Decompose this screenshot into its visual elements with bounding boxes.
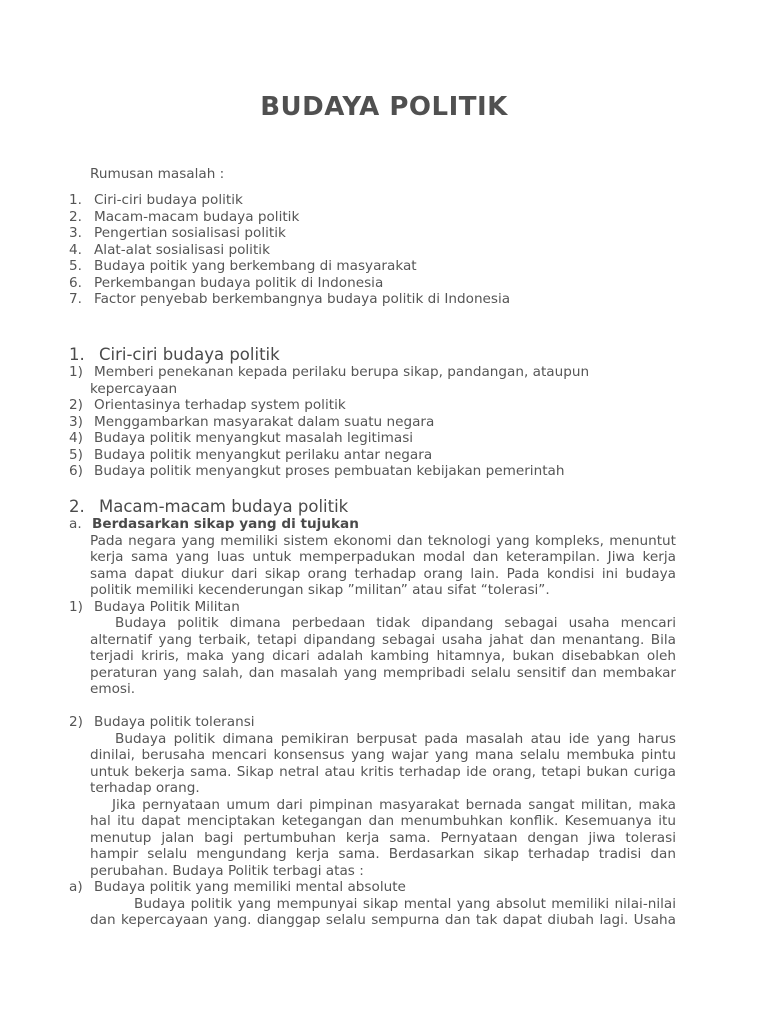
list-item-number: 3.: [69, 225, 82, 241]
item-2-title: Budaya politik toleransi: [94, 714, 255, 730]
paragraph-line: dinilai, berusaha mencari konsensus yang wajar yang mana selalu membuka pintu: [90, 747, 676, 763]
document-title: BUDAYA POLITIK: [260, 92, 508, 122]
paragraph-line: perubahan. Budaya Politik terbagi atas :: [90, 862, 364, 879]
item-1-number: 1): [69, 598, 83, 615]
list-item-number: 7.: [69, 291, 82, 307]
list-item: Ciri-ciri budaya politik: [94, 192, 243, 208]
list-item: Memberi penekanan kepada perilaku berupa sikap, pandangan, ataupun: [94, 364, 590, 380]
paragraph-line: sama dapat diukur dari sikap orang terhadap orang lain. Pada kondisi ini budaya: [90, 565, 676, 582]
list-item-number: 4.: [69, 241, 82, 258]
paragraph-line: Budaya politik yang mempunyai sikap mental yang absolut memiliki nilai-nilai: [134, 895, 676, 912]
paragraph-line: terjadi kriris, maka yang dicari adalah kambing hitamnya, bukan disebabkan oleh: [90, 648, 676, 664]
section-2-number: 2.: [69, 497, 85, 516]
paragraph-line: dan kepercayaan yang. dianggap selalu sempurna dan tak dapat diubah lagi. Usaha: [90, 912, 676, 928]
paragraph-line: politik memiliki kecenderungan sikap ”militan” atau sifat “tolerasi”.: [90, 582, 550, 598]
section-1-number: 1.: [69, 345, 85, 364]
item-a-title: Budaya politik yang memiliki mental absolute: [94, 879, 406, 895]
list-item: Budaya politik menyangkut perilaku antar negara: [94, 446, 433, 463]
list-item-number: 4): [69, 430, 83, 446]
list-item-number: 6): [69, 463, 83, 479]
list-item-number: 3): [69, 413, 83, 430]
list-item: Perkembangan budaya politik di Indonesia: [94, 274, 384, 291]
subsection-a-heading: Berdasarkan sikap yang di tujukan: [92, 516, 359, 532]
list-item-number: 5): [69, 446, 83, 463]
paragraph-line: Jika pernyataan umum dari pimpinan masyarakat bernada sangat militan, maka: [112, 796, 676, 813]
paragraph-line: emosi.: [90, 681, 136, 697]
list-item: Factor penyebab berkembangnya budaya politik di Indonesia: [94, 291, 511, 307]
item-2-number: 2): [69, 714, 83, 730]
paragraph-line: untuk bekerja sama. Sikap netral atau kritis terhadap ide orang, tetapi bukan curiga: [90, 763, 676, 780]
list-item: Orientasinya terhadap system politik: [94, 397, 346, 413]
paragraph-line: alternatif yang terbaik, tetapi dipandang sebagai usaha jahat dan menantang. Bila: [90, 631, 676, 648]
paragraph-line: menutup jalan bagi pertumbuhan kerja sama. Pernyataan dengan jiwa tolerasi: [90, 829, 676, 846]
paragraph-line: peraturan yang salah, dan masalah yang mempribadi selalu sensitif dan membakar: [90, 664, 676, 681]
list-item: Budaya politik menyangkut masalah legitimasi: [94, 430, 414, 446]
subsection-a-number: a.: [69, 516, 82, 532]
list-item: Alat-alat sosialisasi politik: [94, 241, 270, 258]
paragraph-line: terhadap orang.: [90, 780, 200, 796]
paragraph-line: Pada negara yang memiliki sistem ekonomi dan teknologi yang kompleks, menuntut: [90, 532, 676, 549]
list-item: Macam-macam budaya politik: [94, 208, 300, 225]
list-item-number: 1.: [69, 192, 82, 208]
list-item-number: 1): [69, 364, 83, 380]
list-item: Pengertian sosialisasi politik: [94, 225, 286, 241]
list-item-number: 6.: [69, 274, 82, 291]
section-2-heading: Macam-macam budaya politik: [99, 497, 349, 516]
list-item-number: 2.: [69, 208, 82, 225]
list-item-continuation: kepercayaan: [90, 380, 178, 397]
list-item: Budaya poitik yang berkembang di masyarakat: [94, 258, 417, 274]
paragraph-line: hampir selalu mengundang kerja sama. Berdasarkan sikap terhadap tradisi dan: [90, 846, 676, 862]
list-item-number: 2): [69, 397, 83, 413]
list-item: Menggambarkan masyarakat dalam suatu negara: [94, 413, 435, 430]
paragraph-line: Budaya politik dimana pemikiran berpusat pada masalah atau ide yang harus: [115, 730, 676, 747]
paragraph-line: kerja sama yang luas untuk memperpadukan modal dan keterampilan. Jiwa kerja: [90, 549, 676, 565]
paragraph-line: hal itu dapat menciptakan ketegangan dan menumbuhkan konflik. Kesemuanya itu: [90, 813, 676, 829]
section-1-heading: Ciri-ciri budaya politik: [99, 345, 280, 364]
intro-label: Rumusan masalah :: [90, 166, 225, 182]
paragraph-line: Budaya politik dimana perbedaan tidak dipandang sebagai usaha mencari: [115, 615, 676, 631]
item-1-title: Budaya Politik Militan: [94, 598, 240, 615]
list-item-number: 5.: [69, 258, 82, 274]
item-a-number: a): [69, 879, 83, 895]
list-item: Budaya politik menyangkut proses pembuatan kebijakan pemerintah: [94, 463, 565, 479]
